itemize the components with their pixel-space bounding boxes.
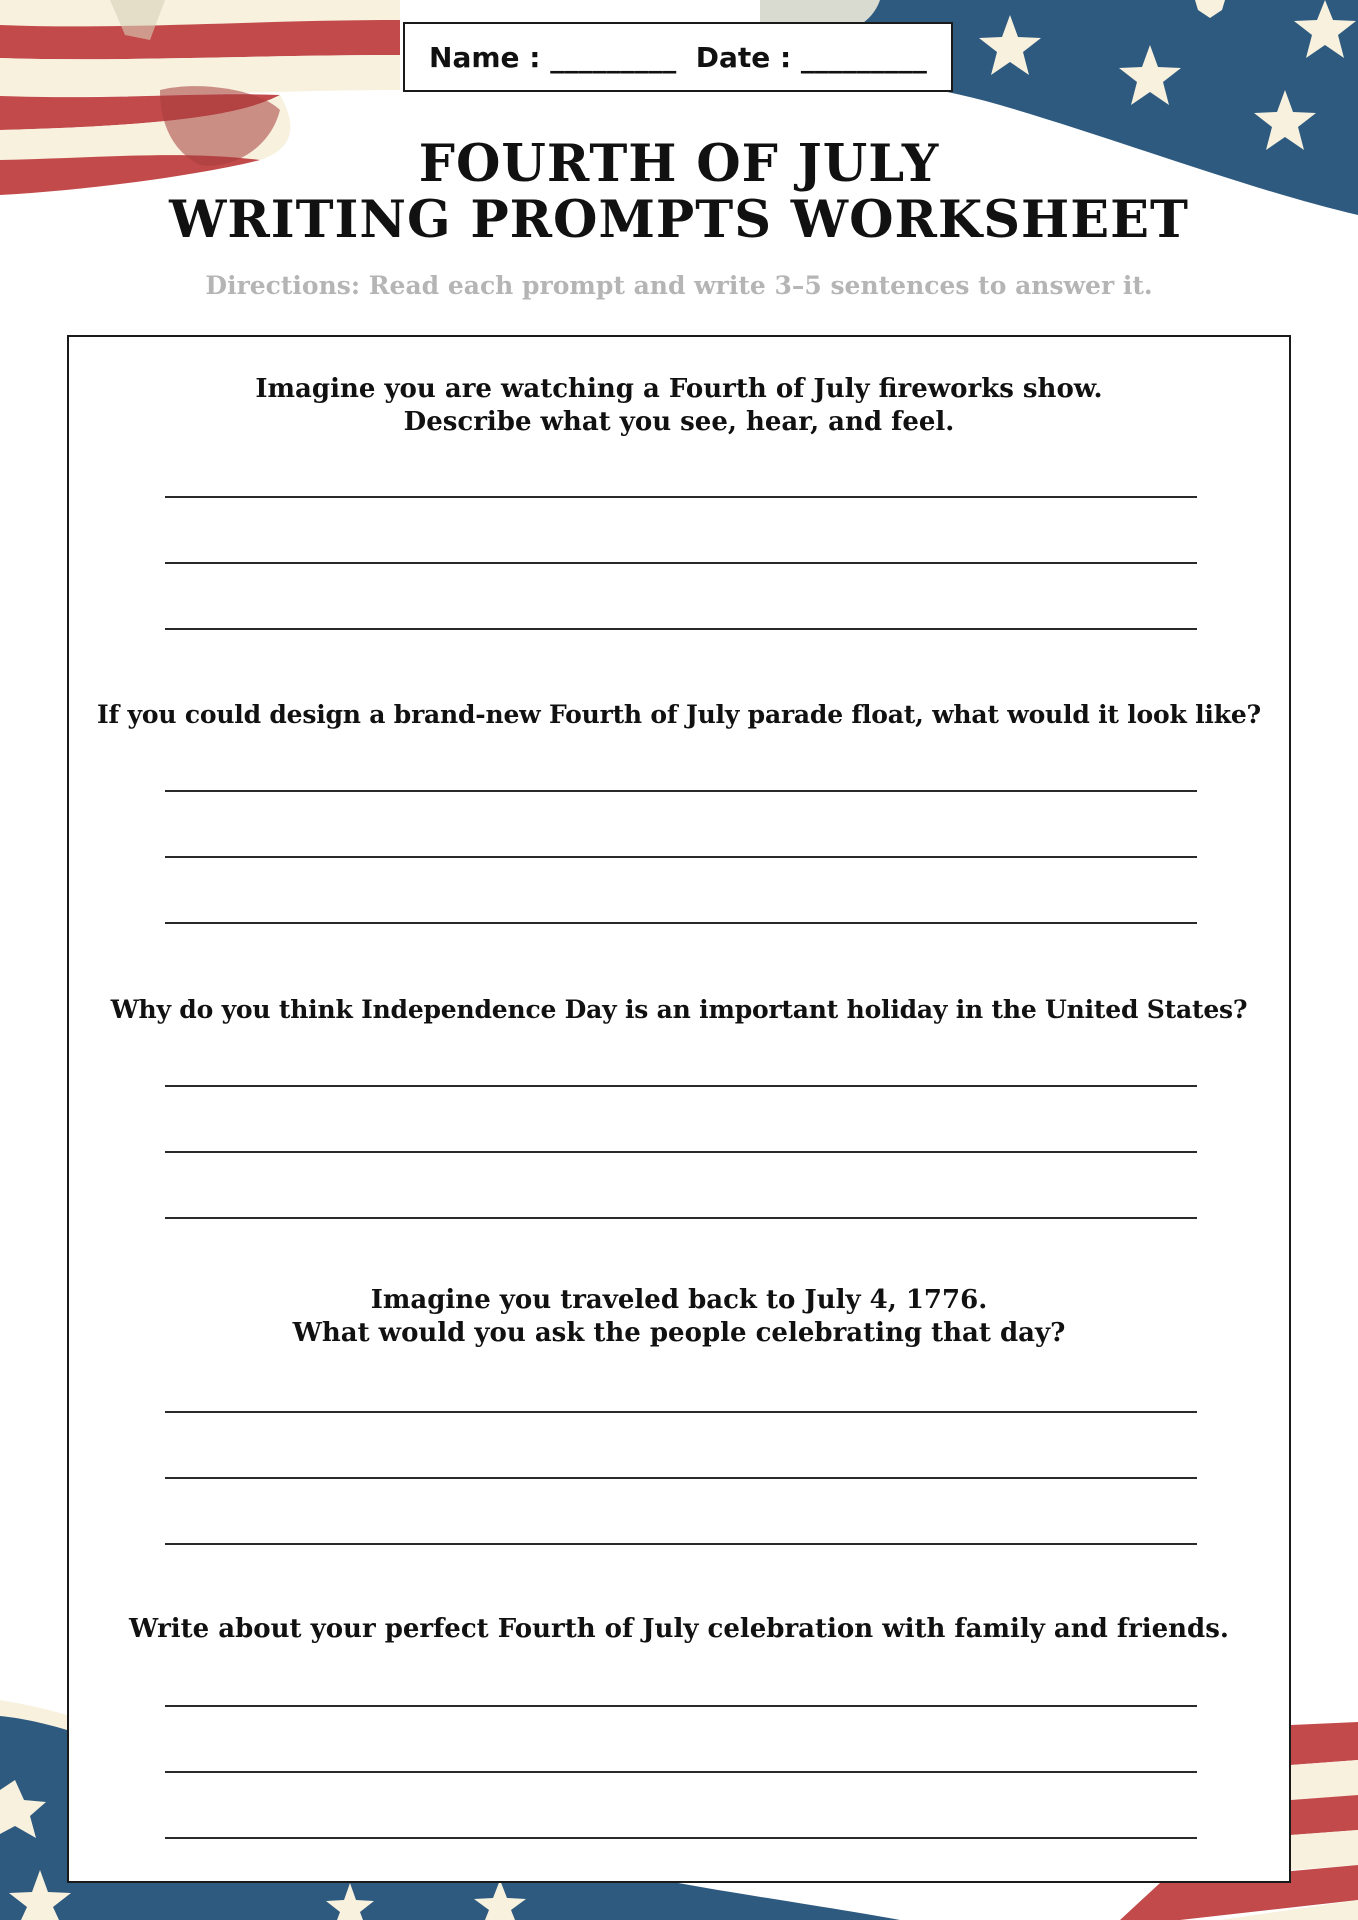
answer-line[interactable] [165, 1543, 1197, 1545]
answer-line[interactable] [165, 856, 1197, 858]
name-date-field[interactable]: Name : _________ Date : _________ [403, 22, 953, 92]
prompt-2 [69, 698, 1289, 731]
prompt-text: Imagine you traveled back to July 4, 1776. [370, 1285, 988, 1315]
prompt-text: If you could design a brand-new Fourth of July parade float, what would it look like? [96, 700, 1261, 729]
answer-line[interactable] [165, 1771, 1197, 1773]
prompts-panel [67, 335, 1291, 1883]
answer-line[interactable] [165, 1705, 1197, 1707]
prompt-5 [69, 1613, 1289, 1646]
answer-line[interactable] [165, 1837, 1197, 1839]
prompt-text: Why do you think Independence Day is an important holiday in the United States? [110, 995, 1248, 1024]
prompt-text: Describe what you see, hear, and feel. [403, 407, 955, 437]
prompt-text: Write about your perfect Fourth of July celebration with family and friends. [129, 1614, 1229, 1644]
directions-text: Directions: Read each prompt and write 3–5 sentences to answer it. [205, 271, 1153, 300]
prompt-text: What would you ask the people celebrating that day? [292, 1318, 1066, 1348]
answer-line[interactable] [165, 1477, 1197, 1479]
answer-line[interactable] [165, 790, 1197, 792]
answer-line[interactable] [165, 1085, 1197, 1087]
answer-line[interactable] [165, 1411, 1197, 1413]
prompt-4 [69, 1284, 1289, 1350]
answer-line[interactable] [165, 628, 1197, 630]
answer-line[interactable] [165, 922, 1197, 924]
prompt-text: Imagine you are watching a Fourth of July fireworks show. [255, 374, 1103, 404]
answer-line[interactable] [165, 1151, 1197, 1153]
answer-line[interactable] [165, 1217, 1197, 1219]
answer-line[interactable] [165, 562, 1197, 564]
prompt-3 [69, 993, 1289, 1026]
prompt-1 [69, 373, 1289, 439]
worksheet-title-line-1: FOURTH OF JULY [418, 134, 940, 194]
answer-line[interactable] [165, 496, 1197, 498]
worksheet-title-line-2: WRITING PROMPTS WORKSHEET [169, 190, 1189, 250]
